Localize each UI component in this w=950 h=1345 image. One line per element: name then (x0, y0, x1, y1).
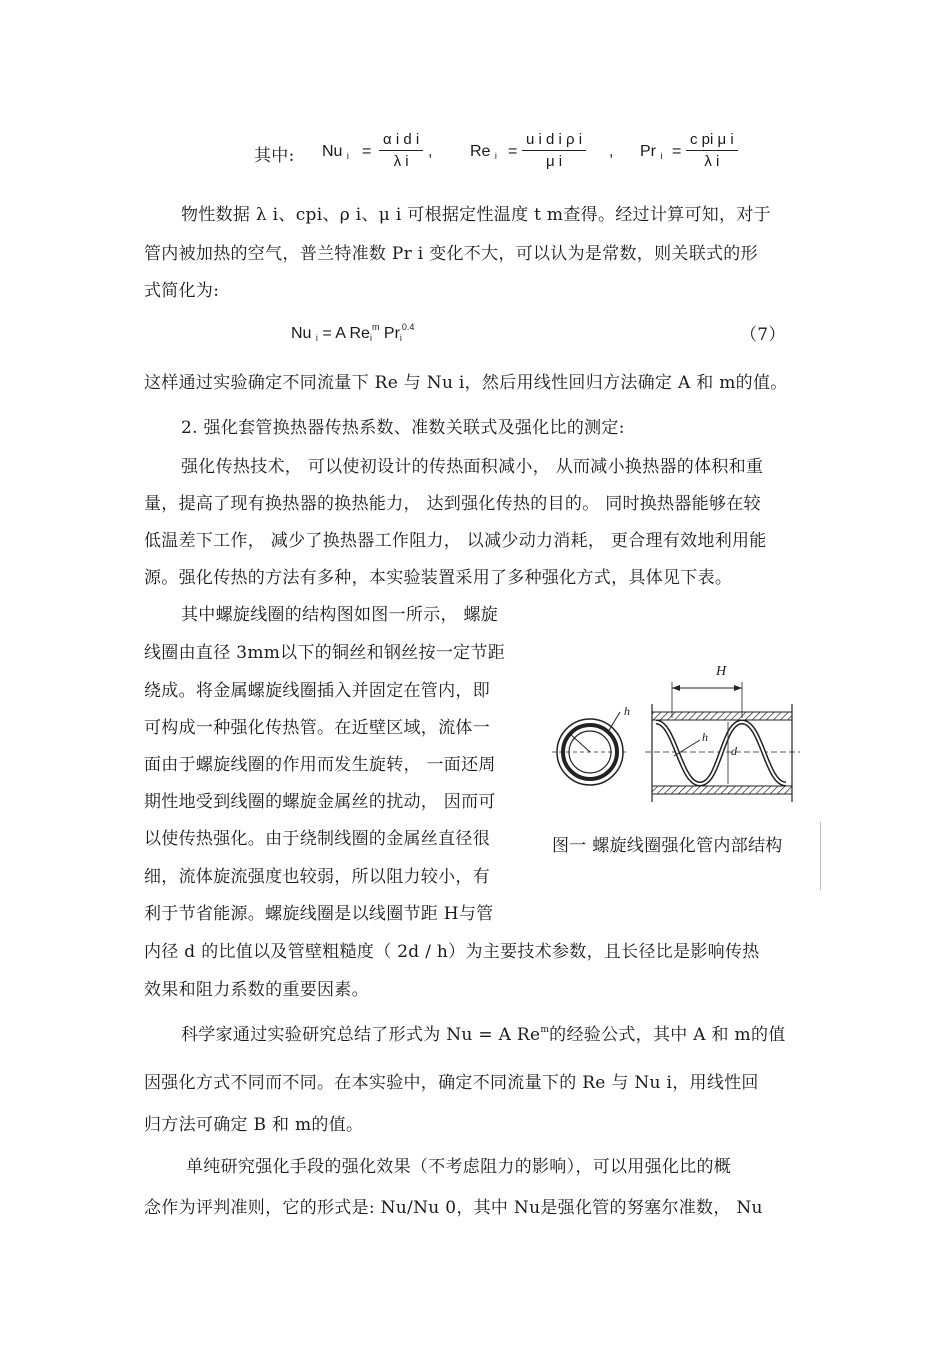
pr-lhs (640, 143, 662, 161)
cross-section (552, 712, 628, 785)
nu-lhs-text: Nu (322, 143, 343, 160)
para4-line1 (181, 1020, 786, 1045)
re-fraction (522, 131, 586, 170)
para3-full-line1: 内径 d 的比值以及管壁粗糙度（ 2d / h）为主要技术参数，且长径比是影响传热 (144, 942, 760, 962)
re-lhs-sub: i (494, 151, 497, 161)
para1-line1: 物性数据 λ i、cpi、ρ i、μ i 可根据定性温度 t m查得。经过计算可知，对于 (181, 205, 771, 225)
para4-line1-b: 的经验公式，其中 A 和 m的值 (549, 1025, 786, 1045)
para4-line2: 因强化方式不同而不同。在本实验中，确定不同流量下的 Re 与 Nu i，用线性回 (144, 1073, 759, 1093)
nu-fraction (379, 131, 423, 170)
para4-line1-a: 科学家通过实验研究总结了形式为 Nu = A Re (181, 1025, 541, 1045)
figure-label-H: H (716, 664, 727, 679)
para2-line4: 源。强化传热的方法有多种，本实验装置采用了多种强化方式，具体见下表。 (144, 568, 733, 588)
eq7-pr-sub: i (399, 333, 402, 343)
nu-lhs-sub: i (346, 151, 349, 161)
longitudinal-section (645, 682, 800, 802)
para4-line3: 归方法可确定 B 和 m的值。 (144, 1115, 364, 1135)
coil-tube-figure (550, 660, 810, 810)
eq7-pr: Pr (383, 325, 400, 342)
eq7-lhs: Nu (291, 325, 312, 342)
para2-line2: 量，提高了现有换热器的换热能力， 达到强化传热的目的。 同时换热器能够在较 (144, 494, 761, 514)
figure-label-h2: h (702, 730, 708, 744)
nu-numerator: α i d i (379, 131, 423, 151)
re-lhs (470, 143, 497, 161)
pr-lhs-text: Pr (640, 143, 656, 160)
para3-line6: 期性地受到线圈的螺旋金属丝的扰动， 因而可 (144, 792, 496, 812)
pr-numerator: c pi μ i (686, 131, 738, 151)
para3-line9: 利于节省能源。螺旋线圈是以线圈节距 H与管 (144, 904, 494, 924)
eq7-re: = A Re (322, 325, 370, 342)
pr-denominator: λ i (704, 153, 720, 170)
para5-line1: 单纯研究强化手段的强化效果（不考虑阻力的影响），可以用强化比的概 (186, 1157, 732, 1177)
para3-full-line2: 效果和阻力系数的重要因素。 (144, 980, 369, 1000)
para3-line7: 以使传热强化。由于绕制线圈的金属丝直径很 (144, 829, 490, 849)
figure-label-d: d (731, 744, 737, 758)
re-eq: = (508, 143, 518, 160)
re-lhs-text: Re (470, 143, 491, 160)
para3-line3: 绕成。将金属螺旋线圈插入并固定在管内，即 (144, 681, 490, 701)
pr-fraction (686, 131, 738, 170)
para1-line2: 管内被加热的空气，普兰特准数 Pr i 变化不大，可以认为是常数，则关联式的形 (144, 244, 758, 264)
para1-line3: 式简化为: (144, 281, 220, 301)
figure-frame-edge (820, 822, 821, 890)
equation-number: （7） (740, 325, 786, 345)
para3-line4: 可构成一种强化传热管。在近壁区域，流体一 (144, 718, 490, 738)
re-comma: , (609, 143, 614, 160)
para2-line1: 强化传热技术， 可以使初设计的传热面积减小， 从而减小换热器的体积和重 (181, 457, 764, 477)
para3-line2: 线圈由直径 3mm以下的铜丝和钢丝按一定节距 (144, 643, 506, 663)
para3-line1: 其中螺旋线圈的结构图如图一所示， 螺旋 (181, 605, 499, 625)
nu-eq: = (362, 143, 372, 160)
pr-lhs-sub: i (660, 151, 663, 161)
para3-line8: 细，流体旋流强度也较弱，所以阻力较小，有 (144, 867, 490, 887)
re-denominator: μ i (545, 153, 563, 170)
line-after-equation: 这样通过实验确定不同流量下 Re 与 Nu i，然后用线性回归方法确定 A 和 m的值。 (144, 373, 788, 393)
para3-line5: 面由于螺旋线圈的作用而发生旋转， 一面还周 (144, 755, 496, 775)
para4-sup: m (540, 1025, 550, 1035)
section2-title: 2. 强化套管换热器传热系数、准数关联式及强化比的测定: (181, 418, 625, 438)
figure-label-h1: h (624, 704, 630, 718)
para2-line3: 低温差下工作， 减少了换热器工作阻力， 以减少动力消耗， 更合理有效地利用能 (144, 531, 767, 551)
formula-intro: 其中: (254, 146, 295, 166)
nu-lhs (322, 143, 349, 161)
equation-7 (291, 322, 414, 343)
eq7-re-sub: i (369, 333, 372, 343)
pr-eq: = (672, 143, 682, 160)
eq7-re-sup: m (371, 322, 380, 332)
re-numerator: u i d i ρ i (522, 131, 586, 151)
figure-caption: 图一 螺旋线圈强化管内部结构 (552, 836, 783, 856)
para5-line2: 念作为评判准则，它的形式是: Nu/Nu 0，其中 Nu是强化管的努塞尔准数， Nu (144, 1198, 763, 1218)
eq7-pr-sup: 0.4 (401, 322, 415, 332)
nu-comma: , (428, 143, 433, 160)
nu-denominator: λ i (393, 153, 409, 170)
eq7-lhs-sub: i (315, 333, 318, 343)
